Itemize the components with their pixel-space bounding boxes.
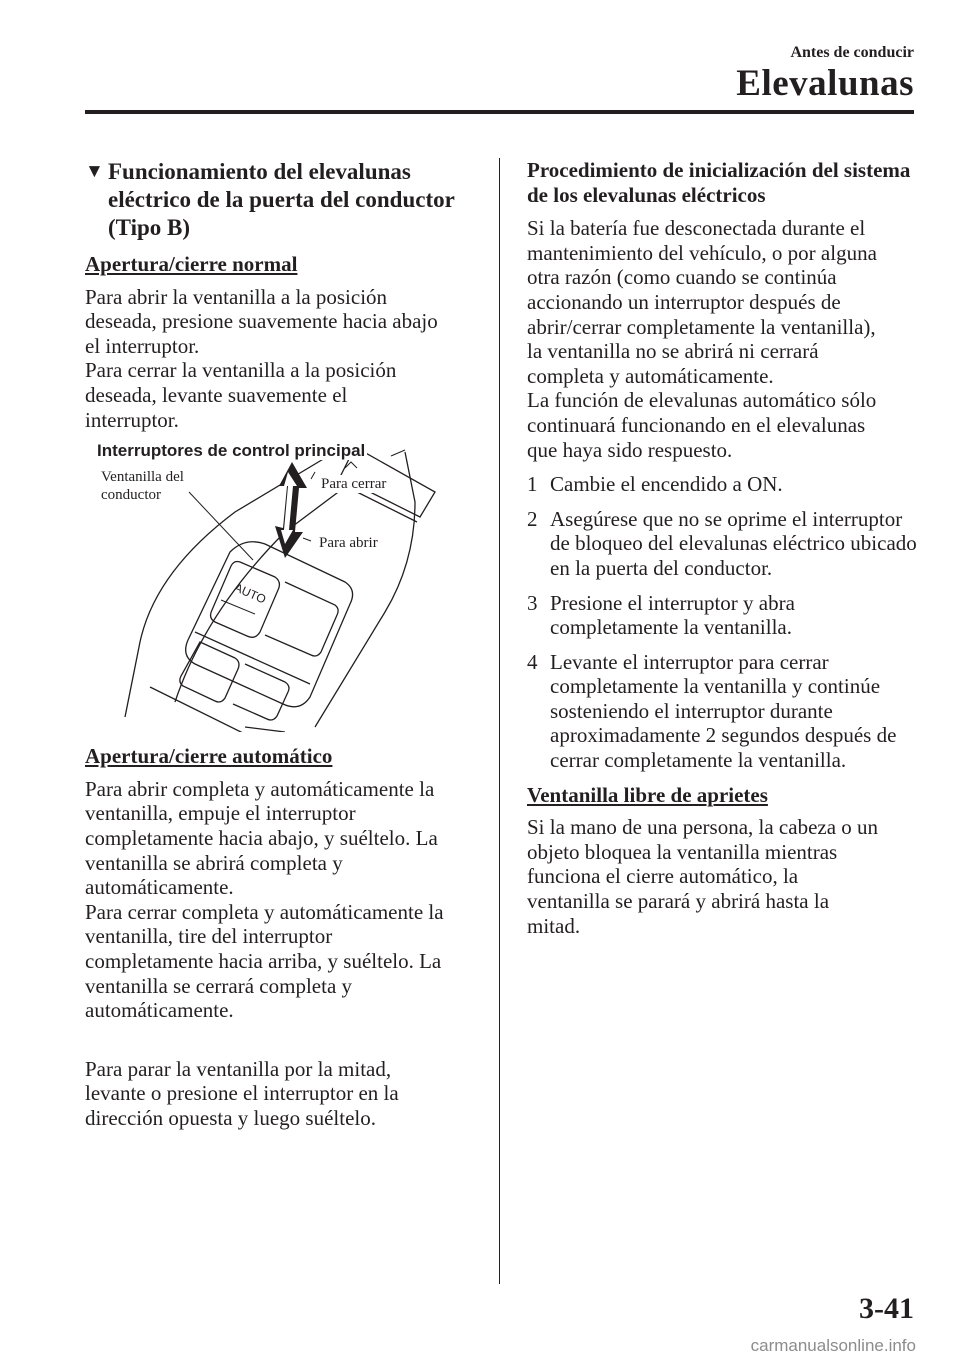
normal-heading: Apertura/cierre normal — [85, 252, 298, 276]
step-text: Presione el interruptor y abra completamente la ventanilla. — [550, 590, 795, 640]
init-text: Si la batería fue desconectada durante el mantenimiento del vehículo, o por alguna otra razón (como cuando se continúa accionando un interruptor después de abrir/cerrar completamente la ventanilla), la ventanilla no se abrirá ni cerrará completa y automáticamente. La función de elevalunas automático sólo continuará funcionando en el elevalunas que haya sido respuesto. — [527, 216, 877, 462]
auto-text-1: Para abrir completa y automáticamente la ventanilla, empuje el interruptor completamente hacia abajo, y suéltelo. La ventanilla se abrirá completa y automáticamente. Para cerrar completa y automáticamente la ventanilla, tire del interruptor completamente hacia arriba, y suéltelo. La ventanilla se cerrará completa y automáticamente. — [85, 776, 444, 1023]
open-label: Para abrir — [319, 535, 378, 552]
watermark: carmanualsonline.info — [750, 1336, 916, 1355]
close-label: Para cerrar — [321, 476, 387, 493]
header-rule — [85, 110, 914, 114]
step-number: 1 — [527, 472, 538, 497]
open-close-arrow-icon — [275, 462, 307, 558]
step-item — [527, 507, 919, 581]
init-heading: Procedimiento de inicialización del sistema de los elevalunas eléctricos — [527, 158, 911, 207]
right-column — [527, 158, 919, 948]
step-item — [527, 591, 919, 640]
normal-text: Para abrir la ventanilla a la posición deseada, presione suavemente hacia abajo el interruptor. Para cerrar la ventanilla a la posición deseada, levante suavemente el interruptor. — [85, 284, 438, 432]
auto-text-2: Para parar la ventanilla por la mitad, levante o presione el interruptor en la dirección opuesta y luego suéltelo. — [85, 1056, 399, 1130]
main-switches-label: Interruptores de control principal — [97, 441, 366, 461]
step-item — [527, 472, 919, 497]
left-column — [85, 158, 477, 1140]
init-steps — [527, 472, 919, 773]
step-number: 2 — [527, 506, 538, 531]
page-number: 3-41 — [859, 1292, 914, 1325]
header-section: Antes de conducir — [790, 44, 914, 61]
step-text: Asegúrese que no se oprime el interruptor de bloqueo del elevalunas eléctrico ubicado en la puerta del conductor. — [550, 506, 917, 580]
header-title: Elevalunas — [736, 63, 914, 104]
auto-switch-label: AUTO — [232, 580, 269, 607]
step-text: Levante el interruptor para cerrar completamente la ventanilla y continúe sosteniendo el interruptor durante aproximadamente 2 segundos después de cerrar completamente la ventanilla. — [550, 649, 897, 773]
pinch-heading: Ventanilla libre de aprietes — [527, 782, 768, 807]
step-item — [527, 650, 919, 773]
step-text: Cambie el encendido a ON. — [550, 472, 783, 497]
down-triangle-icon: ▼ — [85, 161, 104, 182]
section-title-text: Funcionamiento del elevalunas eléctrico de la puerta del conductor (Tipo B) — [108, 159, 455, 240]
auto-heading: Apertura/cierre automático — [85, 744, 333, 769]
switch-figure — [85, 442, 477, 732]
pinch-text: Si la mano de una persona, la cabeza o un objeto bloquea la ventanilla mientras funciona el cierre automático, la ventanilla se parará y abrirá hasta la mitad. — [527, 815, 879, 938]
driver-window-label: Ventanilla del conductor — [101, 469, 184, 504]
step-number: 3 — [527, 590, 538, 615]
column-divider — [499, 158, 500, 1284]
section-title — [85, 158, 477, 242]
step-number: 4 — [527, 649, 538, 674]
spacer — [85, 1033, 477, 1057]
driver-window-switch — [211, 562, 280, 638]
